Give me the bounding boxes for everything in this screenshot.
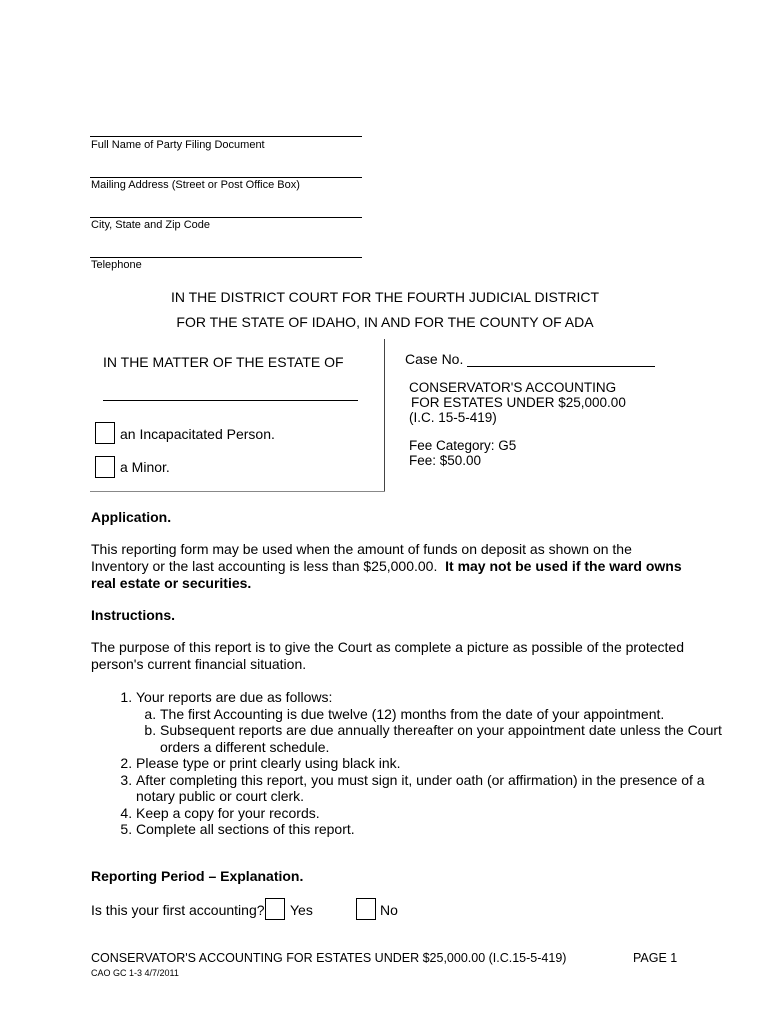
first-accounting-yes-checkbox[interactable] [265, 898, 285, 920]
fee-amount: Fee: $50.00 [409, 453, 482, 468]
case-number [405, 351, 655, 367]
instructions-heading: Instructions. [91, 607, 176, 623]
court-heading-line1: IN THE DISTRICT COURT FOR THE FOURTH JUDICIAL DISTRICT [170, 289, 600, 305]
city-state-zip-label: City, State and Zip Code [91, 219, 211, 231]
fee-category: Fee Category: G5 [409, 438, 517, 453]
instruction-1: Your reports are due as follows: [136, 689, 333, 705]
list-item: 3. After completing this report, you must sign it, under oath (or affirmation) in the presence of a notary public or court clerk. [136, 772, 731, 805]
list-item [136, 689, 731, 755]
first-accounting-no-checkbox[interactable] [356, 898, 376, 920]
estate-of-label: IN THE MATTER OF THE ESTATE OF [103, 354, 344, 370]
instructions-intro: The purpose of this report is to give the Court as complete a picture as possible of the protected person's current financial situation. [91, 639, 684, 672]
document-title [409, 380, 626, 425]
form-id: CAO GC 1-3 4/7/2011 [91, 968, 179, 978]
application-text [91, 541, 691, 592]
first-accounting-question: Is this your first accounting? [91, 902, 265, 918]
incapacitated-label: an Incapacitated Person. [120, 426, 275, 442]
incapacitated-checkbox[interactable] [95, 422, 115, 444]
instructions-list [91, 689, 731, 838]
list-item: 4. Keep a copy for your records. [136, 805, 731, 822]
mailing-address-label: Mailing Address (Street or Post Office Box) [91, 179, 300, 191]
court-heading-line2: FOR THE STATE OF IDAHO, IN AND FOR THE COUNTY OF ADA [176, 314, 594, 330]
case-number-label: Case No. [405, 351, 464, 367]
list-item: a. The first Accounting is due twelve (12) months from the date of your appointment. [160, 706, 731, 723]
telephone-line[interactable] [90, 257, 362, 258]
no-label: No [380, 902, 398, 918]
page-number: PAGE 1 [633, 951, 678, 965]
document-title-line2: FOR ESTATES UNDER $25,000.00 [411, 395, 626, 410]
fee-info [409, 438, 516, 468]
document-title-line1: CONSERVATOR'S ACCOUNTING [409, 380, 617, 395]
application-heading: Application. [91, 509, 172, 525]
list-item: 5. Complete all sections of this report. [136, 821, 731, 838]
estate-name-line[interactable] [103, 400, 358, 401]
mailing-address-line[interactable] [90, 177, 362, 178]
application-body: This reporting form may be used when the amount of funds on deposit as shown on the Inventory or the last accounting is less than $25,000.00. [91, 541, 632, 574]
document-title-line3: (I.C. 15-5-419) [409, 410, 497, 425]
party-name-label: Full Name of Party Filing Document [91, 139, 265, 151]
minor-label: a Minor. [120, 459, 170, 475]
caption-divider [384, 339, 385, 491]
instructions-sublist [136, 706, 731, 756]
minor-checkbox[interactable] [95, 456, 115, 478]
case-number-field[interactable] [467, 352, 655, 367]
reporting-period-heading: Reporting Period – Explanation. [91, 868, 304, 884]
list-item: 2. Please type or print clearly using black ink. [136, 755, 731, 772]
telephone-label: Telephone [91, 259, 142, 271]
list-item: b. Subsequent reports are due annually thereafter on your appointment date unless the Court orders a different schedule. [160, 722, 731, 755]
city-state-zip-line[interactable] [90, 217, 362, 218]
yes-label: Yes [290, 902, 313, 918]
footer-title: CONSERVATOR'S ACCOUNTING FOR ESTATES UNDER $25,000.00 (I.C.15-5-419) [91, 951, 567, 965]
application-restriction: It may not be used if the ward owns real estate or securities. [91, 558, 682, 591]
caption-bottom-rule [90, 491, 385, 492]
party-name-line[interactable] [90, 136, 362, 137]
